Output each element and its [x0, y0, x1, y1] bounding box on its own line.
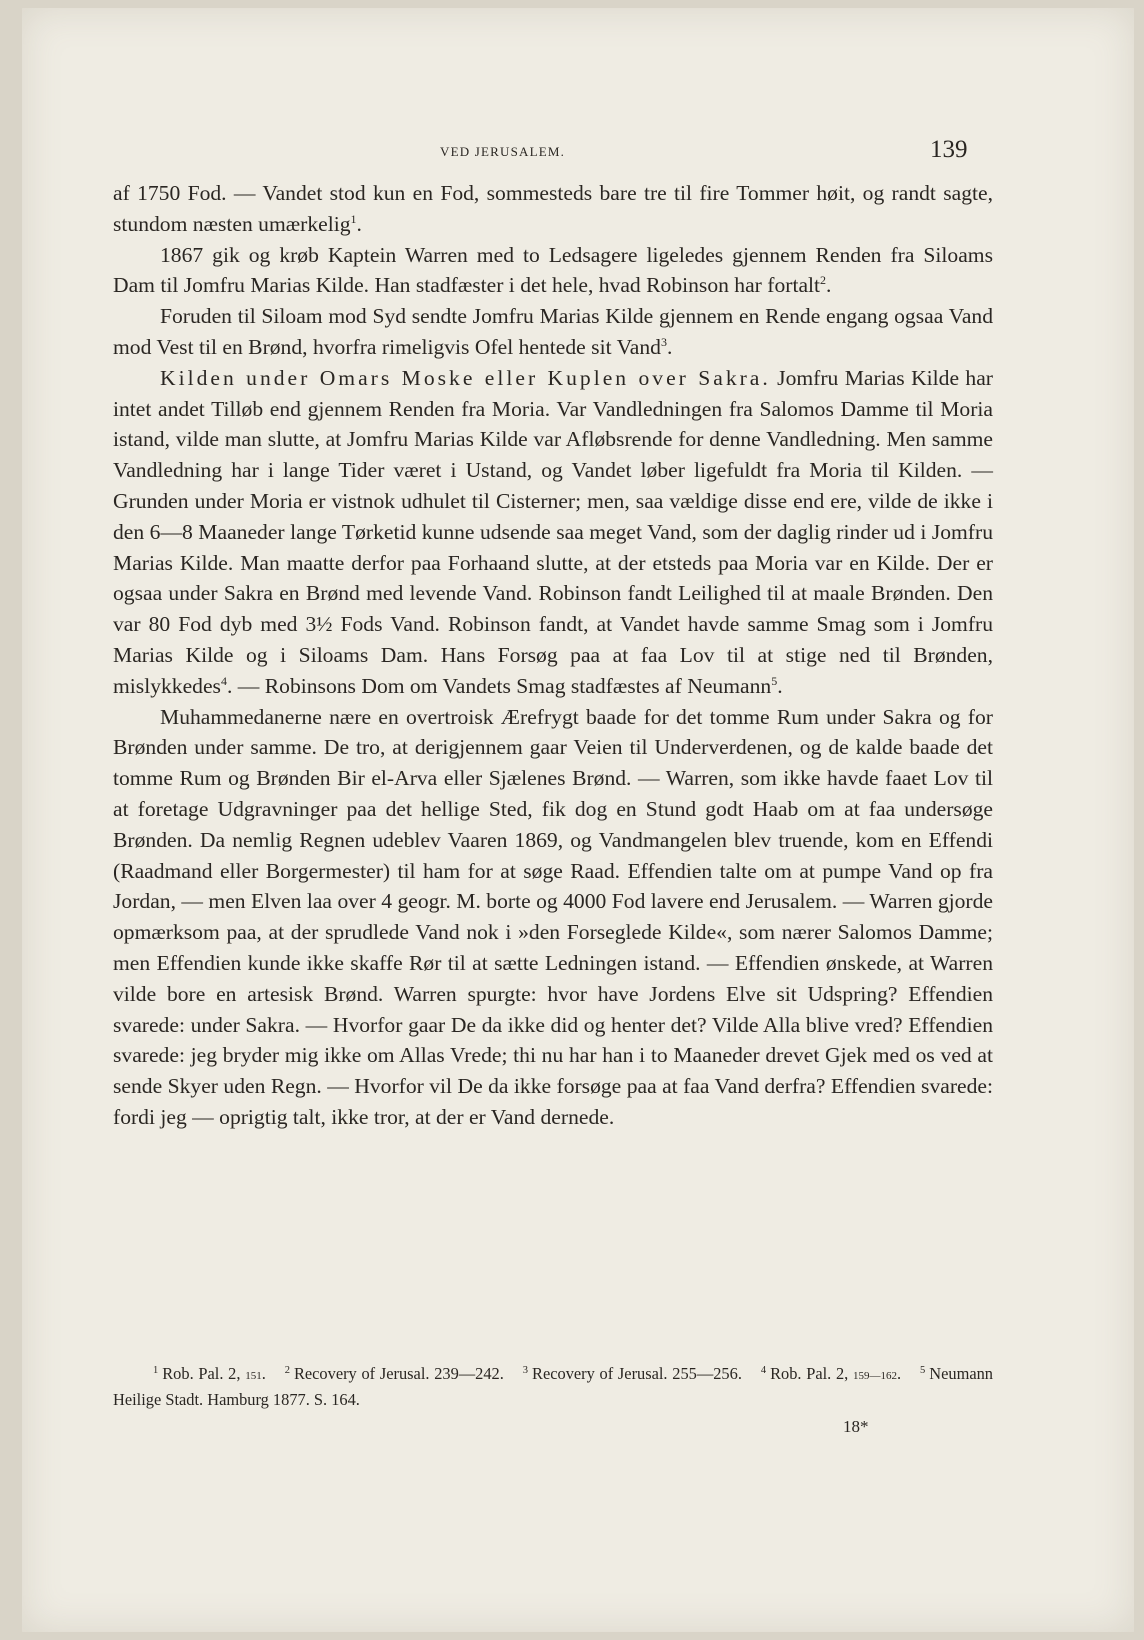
section-heading: Kilden under Omars Moske eller Kuplen over Sakra.	[160, 365, 771, 390]
running-head: VED JERUSALEM.	[440, 144, 566, 159]
page-number: 139	[930, 136, 968, 163]
footnote-mark: 5	[920, 1365, 926, 1376]
footnote-mark: 2	[284, 1365, 290, 1376]
signature-mark: 18*	[843, 1417, 869, 1436]
footnote-mark: 3	[522, 1365, 529, 1376]
footnote-ref: 1	[350, 211, 357, 226]
body-text	[113, 178, 993, 1133]
paragraph: Muhammedanerne nære en overtroisk Ærefrygt baade for det tomme Rum under Sakra og for Brønden under samme. De tro, at derigjennem gaar Veien til Underverdenen, og de kalde baade det tomme Rum og Brønden Bir el-Arva eller Sjælenes Brønd. — Warren, som ikke havde faaet Lov til at foretage Udgravninger paa det hellige Sted, fik dog en Stund godt Haab om at faa undersøge Brønden. Da nemlig Regnen udeblev Vaaren 1869, og Vandmangelen blev truende, kom en Effendi (Raadmand eller Borgermester) til ham for at søge Raad. Effendien talte om at pumpe Vand op fra Jordan, — men Elven laa over 4 geogr. M. borte og 4000 Fod lavere end Jerusalem. — Warren gjorde opmærksom paa, at der sprudlede Vand nok i »den Forseglede Kilde«, som nærer Salomos Damme; men Effendien kunde ikke skaffe Rør til at sætte Ledningen istand. — Effendien ønskede, at Warren vilde bore en artesisk Brønd. Warren spurgte: hvor have Jordens Elve sit Udspring? Effendien svarede: under Sakra. — Hvorfor gaar De da ikke did og henter det? Vilde Alla blive vred? Effendien svarede: jeg bryder mig ikke om Allas Vrede; thi nu har han i to Maaneder drevet Gjek med os ved at sende Skyer uden Regn. — Hvorfor vil De da ikke forsøge paa at faa Vand derfra? Effendien svarede: fordi jeg — oprigtig talt, ikke tror, at der er Vand dernede.	[113, 704, 993, 1129]
footnote-ref: 4	[220, 673, 227, 688]
footnote-mark: 1	[153, 1365, 159, 1376]
footnote-line: $^1$ Rob. Pal. 2, 151. $^2$ Recovery of Jerusal. 239—242. $^3$ Recovery of Jerusal. 255—256. $^4$ Rob. Pal. 2, 159—162. $^5$ Neumann Heilige Stadt. Hamburg 1877. S. 164.	[113, 1364, 994, 1409]
paragraph: af 1750 Fod. — Vandet stod kun en Fod, sommesteds bare tre til fire Tommer høit, og randt sagte, stundom næsten umærkelig$^1$.	[113, 181, 993, 236]
paragraph: 1867 gik og krøb Kaptein Warren med to Ledsagere ligeledes gjennem Renden fra Siloams Dam til Jomfru Marias Kilde. Han stadfæster i det hele, hvad Robinson har fortalt$^2$.	[113, 242, 993, 298]
footnote-ref: 2	[820, 273, 827, 288]
paragraph: Kilden under Omars Moske eller Kuplen over Sakra. Jomfru Marias Kilde har intet andet Tilløb end gjennem Renden fra Moria. Var Vandledningen fra Salomos Damme til Moria istand, vilde man slutte, at Jomfru Marias Kilde var Afløbsrende for denne Vandledning. Men samme Vandledning har i lange Tider været i Ustand, og Vandet løber ligefuldt fra Moria til Kilden. — Grunden under Moria er vistnok udhulet til Cisterner; men, saa vældige disse end ere, vilde de ikke i den 6—8 Maaneder lange Tørketid kunne udsende saa meget Vand, som der daglig rinder ud i Jomfru Marias Kilde. Man maatte derfor paa Forhaand slutte, at der etsteds paa Moria var en Kilde. Der er ogsaa under Sakra en Brønd med levende Vand. Robinson fandt Leilighed til at maale Brønden. Den var 80 Fod dyb med 3½ Fods Vand. Robinson fandt, at Vandet havde samme Smag som i Jomfru Marias Kilde og i Siloams Dam. Hans Forsøg paa at faa Lov til at stige ned til Brønden, mislykkedes$^4$. — Robinsons Dom om Vandets Smag stadfæstes af Neumann$^5$.	[113, 365, 993, 698]
book-page	[22, 8, 1134, 1632]
footnotes	[113, 1362, 993, 1412]
footnote-ref: 3	[660, 334, 667, 349]
footnote-ref: 5	[771, 673, 778, 688]
footnote-mark: 4	[760, 1365, 767, 1376]
paragraph: Foruden til Siloam mod Syd sendte Jomfru Marias Kilde gjennem en Rende engang ogsaa Vand mod Vest til en Brønd, hvorfra rimeligvis Ofel hentede sit Vand$^3$.	[113, 304, 993, 359]
